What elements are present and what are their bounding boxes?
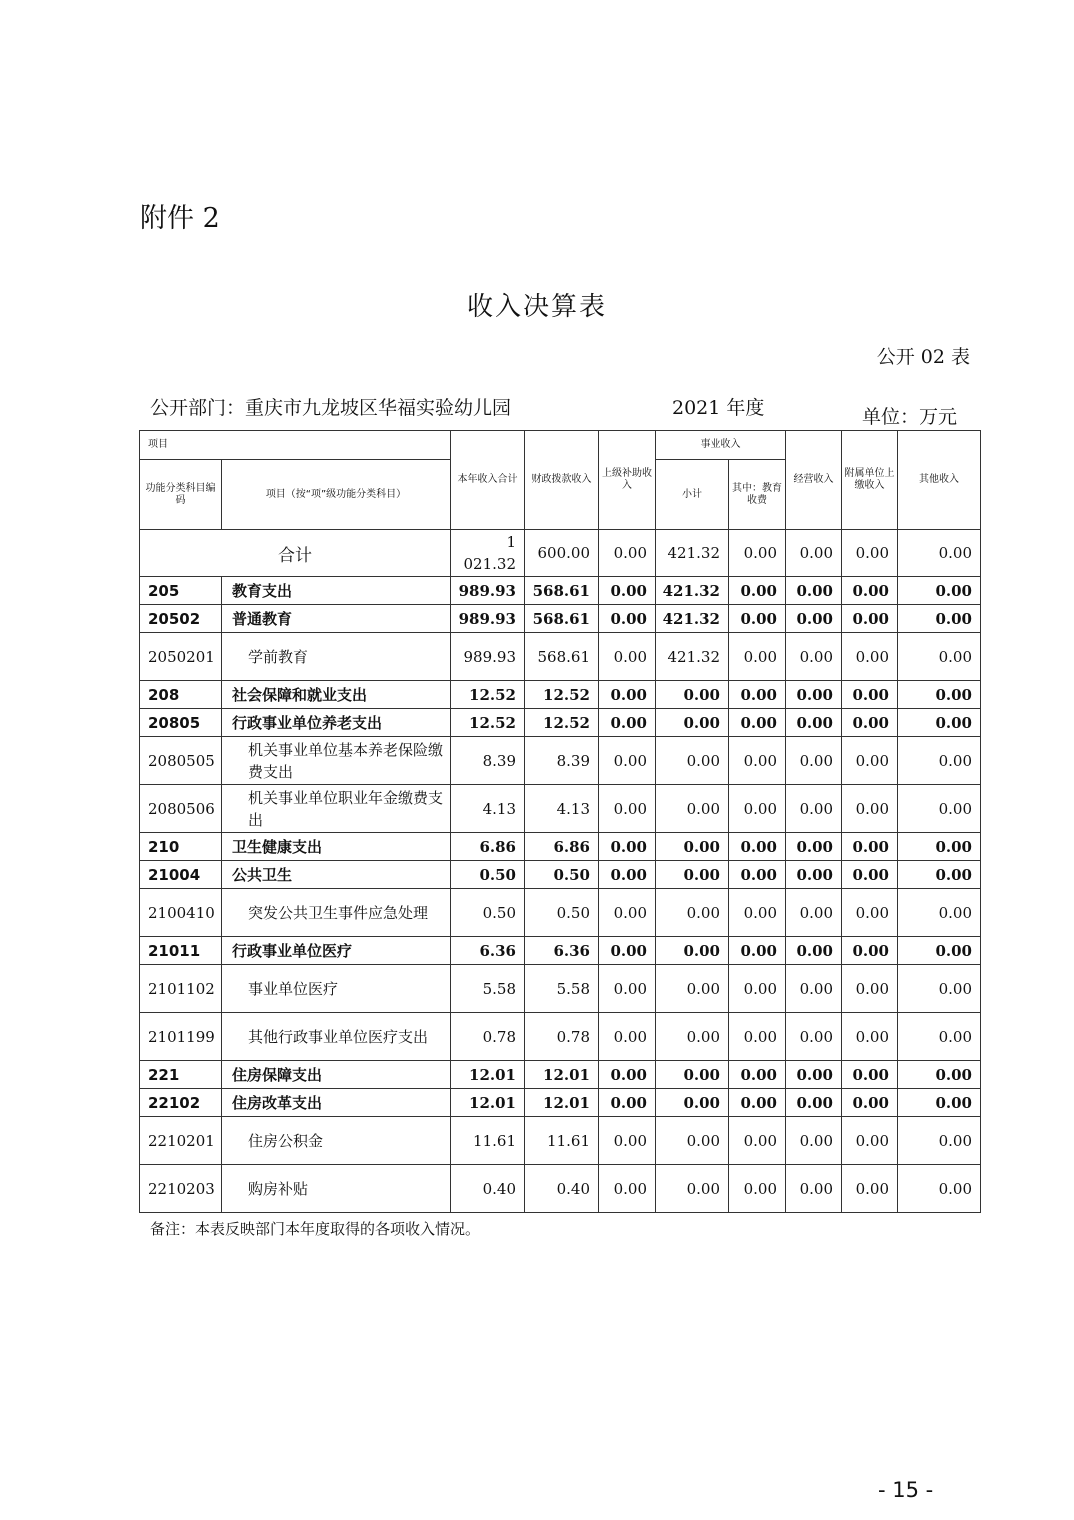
row-name: 学前教育 — [222, 633, 451, 681]
row-value: 568.61 — [525, 605, 599, 633]
row-value: 0.00 — [898, 861, 981, 889]
table-row — [140, 1089, 981, 1117]
row-value: 0.00 — [656, 1165, 729, 1213]
row-value: 0.00 — [842, 1089, 898, 1117]
row-value: 0.00 — [786, 1165, 842, 1213]
row-name: 突发公共卫生事件应急处理 — [222, 889, 451, 937]
row-value: 12.01 — [525, 1061, 599, 1089]
row-value: 0.00 — [786, 681, 842, 709]
page-title: 收入决算表 — [466, 292, 607, 322]
row-code: 221 — [140, 1061, 222, 1089]
row-value: 0.00 — [898, 1061, 981, 1089]
row-value: 0.00 — [656, 1117, 729, 1165]
row-value: 0.00 — [898, 681, 981, 709]
row-name: 卫生健康支出 — [222, 833, 451, 861]
header-edu-fee: 其中：教育收费 — [729, 460, 786, 530]
row-code: 21004 — [140, 861, 222, 889]
row-value: 0.00 — [842, 1013, 898, 1061]
row-name: 教育支出 — [222, 577, 451, 605]
row-value: 989.93 — [451, 605, 525, 633]
row-value: 12.52 — [451, 681, 525, 709]
row-name: 普通教育 — [222, 605, 451, 633]
row-value: 0.00 — [599, 937, 656, 965]
row-value: 0.00 — [786, 785, 842, 833]
row-value: 5.58 — [451, 965, 525, 1013]
row-value: 0.00 — [898, 737, 981, 785]
row-value: 0.00 — [786, 1013, 842, 1061]
row-code: 2101102 — [140, 965, 222, 1013]
row-value: 11.61 — [525, 1117, 599, 1165]
row-value: 0.00 — [656, 965, 729, 1013]
row-value: 8.39 — [451, 737, 525, 785]
row-value: 0.00 — [599, 1013, 656, 1061]
table-row — [140, 937, 981, 965]
table-row — [140, 605, 981, 633]
total-value: 0.00 — [729, 530, 786, 577]
row-value: 0.00 — [842, 965, 898, 1013]
row-value: 0.00 — [729, 681, 786, 709]
row-value: 0.00 — [786, 1117, 842, 1165]
row-code: 2210203 — [140, 1165, 222, 1213]
row-value: 0.00 — [898, 1013, 981, 1061]
fiscal-year: 2021 年度 — [672, 397, 765, 419]
header-fiscal: 财政拨款收入 — [525, 431, 599, 530]
row-value: 568.61 — [525, 577, 599, 605]
row-value: 0.00 — [729, 965, 786, 1013]
row-value: 0.00 — [898, 709, 981, 737]
row-value: 0.00 — [842, 681, 898, 709]
row-value: 0.78 — [525, 1013, 599, 1061]
row-value: 0.00 — [786, 605, 842, 633]
header-total-income: 本年收入合计 — [451, 431, 525, 530]
row-code: 2050201 — [140, 633, 222, 681]
attachment-label: 附件 2 — [140, 203, 220, 234]
row-code: 20502 — [140, 605, 222, 633]
row-value: 4.13 — [525, 785, 599, 833]
row-value: 0.00 — [842, 889, 898, 937]
row-value: 0.00 — [729, 709, 786, 737]
row-value: 0.00 — [842, 633, 898, 681]
table-row — [140, 861, 981, 889]
row-value: 0.00 — [656, 737, 729, 785]
row-code: 2080505 — [140, 737, 222, 785]
row-value: 0.00 — [599, 861, 656, 889]
row-value: 0.00 — [842, 1061, 898, 1089]
total-value: 0.00 — [898, 530, 981, 577]
header-subtotal: 小计 — [656, 460, 729, 530]
row-value: 11.61 — [451, 1117, 525, 1165]
row-value: 0.00 — [599, 833, 656, 861]
row-value: 0.00 — [898, 833, 981, 861]
row-value: 0.00 — [786, 861, 842, 889]
row-value: 0.50 — [451, 861, 525, 889]
row-value: 0.00 — [842, 833, 898, 861]
total-value: 421.32 — [656, 530, 729, 577]
row-value: 0.00 — [656, 681, 729, 709]
row-value: 12.01 — [451, 1061, 525, 1089]
table-row — [140, 709, 981, 737]
row-value: 0.00 — [599, 785, 656, 833]
row-value: 0.00 — [599, 633, 656, 681]
row-name: 住房公积金 — [222, 1117, 451, 1165]
row-value: 0.78 — [451, 1013, 525, 1061]
header-business: 事业收入 — [656, 431, 786, 460]
row-value: 0.00 — [842, 737, 898, 785]
row-value: 0.00 — [599, 1089, 656, 1117]
row-value: 12.01 — [525, 1089, 599, 1117]
row-value: 0.00 — [729, 1013, 786, 1061]
row-value: 0.00 — [599, 737, 656, 785]
row-name: 住房保障支出 — [222, 1061, 451, 1089]
table-row — [140, 633, 981, 681]
table-row — [140, 833, 981, 861]
row-code: 210 — [140, 833, 222, 861]
table-row — [140, 1117, 981, 1165]
row-value: 0.00 — [729, 1089, 786, 1117]
header-item-name: 项目（按“项”级功能分类科目） — [222, 460, 451, 530]
row-value: 0.40 — [525, 1165, 599, 1213]
total-row — [140, 530, 981, 577]
row-value: 0.00 — [599, 889, 656, 937]
row-value: 0.00 — [729, 833, 786, 861]
row-value: 0.00 — [898, 577, 981, 605]
page-number: - 15 - — [878, 1478, 934, 1502]
row-value: 0.00 — [842, 861, 898, 889]
row-value: 0.00 — [786, 937, 842, 965]
row-value: 0.00 — [656, 889, 729, 937]
row-value: 0.00 — [729, 605, 786, 633]
row-value: 0.00 — [898, 1089, 981, 1117]
row-value: 0.00 — [842, 1117, 898, 1165]
row-name: 公共卫生 — [222, 861, 451, 889]
footnote: 备注：本表反映部门本年度取得的各项收入情况。 — [150, 1220, 481, 1238]
row-value: 0.00 — [898, 965, 981, 1013]
row-value: 0.00 — [656, 709, 729, 737]
row-value: 0.00 — [898, 1165, 981, 1213]
row-value: 0.00 — [786, 577, 842, 605]
total-value: 1 021.32 — [451, 530, 525, 577]
row-value: 6.86 — [525, 833, 599, 861]
row-value: 0.00 — [656, 833, 729, 861]
row-value: 0.00 — [842, 937, 898, 965]
table-row — [140, 1165, 981, 1213]
row-value: 989.93 — [451, 577, 525, 605]
row-value: 0.00 — [729, 1061, 786, 1089]
total-value: 0.00 — [599, 530, 656, 577]
row-value: 0.00 — [729, 577, 786, 605]
table-row — [140, 965, 981, 1013]
row-value: 0.00 — [729, 1117, 786, 1165]
row-name: 其他行政事业单位医疗支出 — [222, 1013, 451, 1061]
row-value: 5.58 — [525, 965, 599, 1013]
row-value: 0.00 — [898, 937, 981, 965]
total-value: 600.00 — [525, 530, 599, 577]
row-code: 2100410 — [140, 889, 222, 937]
row-value: 568.61 — [525, 633, 599, 681]
row-name: 购房补贴 — [222, 1165, 451, 1213]
total-value: 0.00 — [842, 530, 898, 577]
row-value: 0.00 — [786, 1061, 842, 1089]
row-code: 2080506 — [140, 785, 222, 833]
header-func-code: 功能分类科目编码 — [140, 460, 222, 530]
row-value: 0.00 — [729, 889, 786, 937]
row-value: 0.00 — [599, 577, 656, 605]
row-value: 989.93 — [451, 633, 525, 681]
row-value: 0.00 — [898, 785, 981, 833]
row-value: 0.00 — [599, 681, 656, 709]
header-operating: 经营收入 — [786, 431, 842, 530]
row-value: 0.00 — [599, 1117, 656, 1165]
row-code: 2101199 — [140, 1013, 222, 1061]
row-value: 0.00 — [786, 737, 842, 785]
row-value: 0.00 — [729, 737, 786, 785]
row-value: 0.00 — [786, 1089, 842, 1117]
row-value: 0.50 — [525, 861, 599, 889]
row-value: 0.00 — [842, 577, 898, 605]
row-name: 机关事业单位基本养老保险缴费支出 — [222, 737, 451, 785]
row-value: 0.00 — [842, 709, 898, 737]
row-code: 208 — [140, 681, 222, 709]
row-value: 421.32 — [656, 605, 729, 633]
row-value: 0.00 — [842, 605, 898, 633]
row-value: 0.00 — [842, 1165, 898, 1213]
row-value: 0.00 — [729, 861, 786, 889]
table-row — [140, 577, 981, 605]
header-other: 其他收入 — [898, 431, 981, 530]
table-row — [140, 681, 981, 709]
row-value: 0.00 — [898, 605, 981, 633]
table-row — [140, 1061, 981, 1089]
row-value: 0.00 — [729, 785, 786, 833]
row-name: 事业单位医疗 — [222, 965, 451, 1013]
row-value: 421.32 — [656, 633, 729, 681]
row-name: 行政事业单位医疗 — [222, 937, 451, 965]
department-label: 公开部门：重庆市九龙坡区华福实验幼儿园 — [150, 397, 512, 419]
row-value: 8.39 — [525, 737, 599, 785]
row-value: 0.00 — [786, 889, 842, 937]
row-value: 0.00 — [656, 1061, 729, 1089]
row-value: 0.00 — [729, 633, 786, 681]
row-value: 12.52 — [525, 681, 599, 709]
row-value: 12.52 — [451, 709, 525, 737]
row-value: 0.00 — [599, 605, 656, 633]
row-value: 6.36 — [525, 937, 599, 965]
row-value: 0.00 — [786, 709, 842, 737]
row-value: 12.01 — [451, 1089, 525, 1117]
form-number: 公开 02 表 — [876, 346, 970, 368]
row-value: 0.00 — [729, 937, 786, 965]
row-value: 0.00 — [898, 889, 981, 937]
row-value: 0.00 — [656, 785, 729, 833]
row-code: 2210201 — [140, 1117, 222, 1165]
row-name: 住房改革支出 — [222, 1089, 451, 1117]
income-table — [139, 430, 981, 1213]
row-value: 0.00 — [656, 937, 729, 965]
row-code: 20805 — [140, 709, 222, 737]
table-row — [140, 737, 981, 785]
row-code: 22102 — [140, 1089, 222, 1117]
row-value: 0.50 — [451, 889, 525, 937]
row-value: 0.00 — [898, 633, 981, 681]
header-affiliated: 附属单位上缴收入 — [842, 431, 898, 530]
header-project: 项目 — [140, 431, 451, 460]
row-code: 205 — [140, 577, 222, 605]
row-value: 0.00 — [599, 1165, 656, 1213]
row-value: 0.50 — [525, 889, 599, 937]
row-value: 0.00 — [599, 1061, 656, 1089]
row-value: 0.00 — [786, 633, 842, 681]
row-value: 0.40 — [451, 1165, 525, 1213]
row-value: 0.00 — [656, 861, 729, 889]
table-row — [140, 785, 981, 833]
row-value: 6.36 — [451, 937, 525, 965]
row-value: 0.00 — [898, 1117, 981, 1165]
row-value: 0.00 — [729, 1165, 786, 1213]
row-name: 机关事业单位职业年金缴费支出 — [222, 785, 451, 833]
table-row — [140, 1013, 981, 1061]
total-value: 0.00 — [786, 530, 842, 577]
row-value: 6.86 — [451, 833, 525, 861]
row-code: 21011 — [140, 937, 222, 965]
row-value: 12.52 — [525, 709, 599, 737]
row-name: 社会保障和就业支出 — [222, 681, 451, 709]
row-value: 0.00 — [656, 1089, 729, 1117]
row-value: 0.00 — [599, 709, 656, 737]
unit-label: 单位：万元 — [862, 406, 958, 428]
row-value: 0.00 — [599, 965, 656, 1013]
row-value: 4.13 — [451, 785, 525, 833]
table-row — [140, 889, 981, 937]
header-superior: 上级补助收入 — [599, 431, 656, 530]
row-value: 0.00 — [656, 1013, 729, 1061]
total-label: 合计 — [140, 530, 451, 577]
row-value: 0.00 — [786, 965, 842, 1013]
row-name: 行政事业单位养老支出 — [222, 709, 451, 737]
row-value: 0.00 — [786, 833, 842, 861]
row-value: 0.00 — [842, 785, 898, 833]
row-value: 421.32 — [656, 577, 729, 605]
